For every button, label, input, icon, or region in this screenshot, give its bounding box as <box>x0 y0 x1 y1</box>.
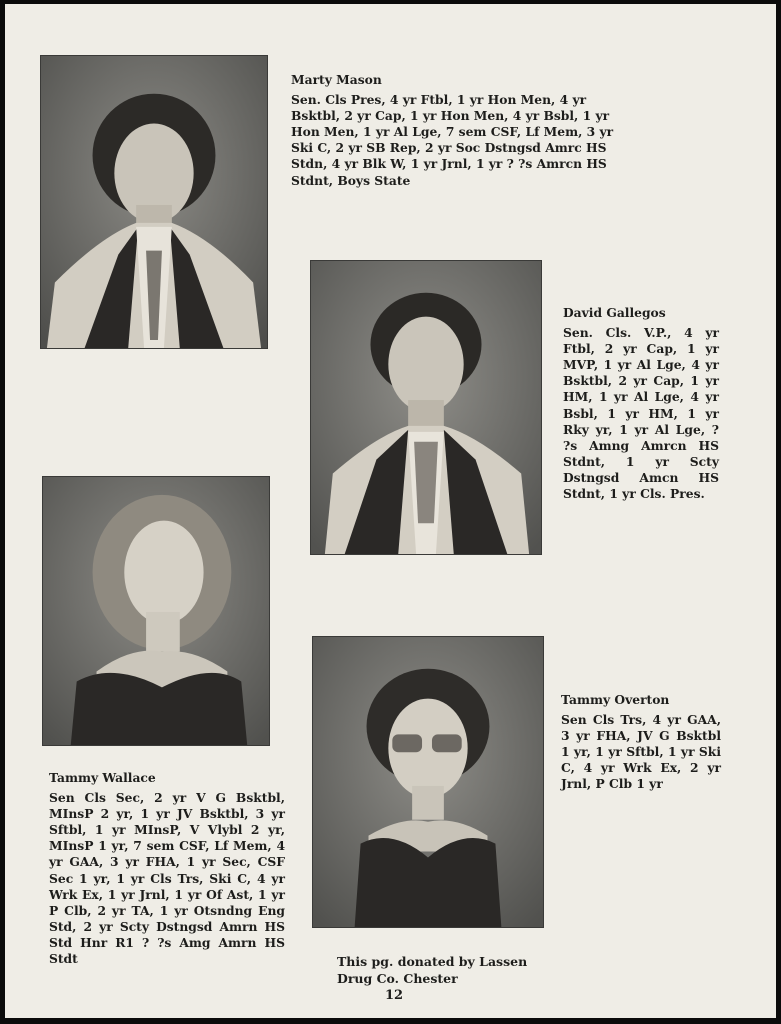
activity-line: Jrnl, P Clb 1 yr <box>561 776 663 792</box>
activity-line: HM, 1 yr Al Lge, 4 yr <box>563 389 719 405</box>
activity-line: Dstngsd Amcn HS <box>563 469 719 485</box>
portrait-tammy-wallace <box>42 476 270 746</box>
caption-tammy-wallace <box>49 770 285 967</box>
activity-line: MVP, 1 yr Al Lge, 4 yr <box>563 357 719 373</box>
activity-line: Sen Cls Sec, 2 yr V G Bsktbl, <box>49 790 285 806</box>
portrait-marty-mason <box>40 55 268 349</box>
activity-line: Sftbl, 1 yr MInsP, V Vlybl 2 yr, <box>49 822 285 838</box>
activity-line: Bsbl, 1 yr HM, 1 yr <box>563 405 719 421</box>
activity-line: Wrk Ex, 1 yr Jrnl, 1 yr Of Ast, 1 yr <box>49 886 285 902</box>
student-name: Marty Mason <box>291 72 382 87</box>
donation-line: Drug Co. Chester <box>337 970 458 986</box>
activity-line: Sen. Cls. V.P., 4 yr <box>563 325 719 341</box>
activity-line: yr GAA, 3 yr FHA, 1 yr Sec, CSF <box>49 854 285 870</box>
activity-line: Hon Men, 1 yr Al Lge, 7 sem CSF, Lf Mem, 3 yr <box>291 124 614 140</box>
activity-line: Bsktbl, 2 yr Cap, 1 yr <box>563 373 719 389</box>
activity-line: Stdnt, 1 yr Scty <box>563 453 719 469</box>
activity-line: Sen. Cls Pres, 4 yr Ftbl, 1 yr Hon Men, 4 yr <box>291 92 587 108</box>
activity-line: 1 yr, 1 yr Sftbl, 1 yr Ski <box>561 744 721 760</box>
student-name: David Gallegos <box>563 305 666 320</box>
activity-line: MInsP 2 yr, 1 yr JV Bsktbl, 3 yr <box>49 806 285 822</box>
activity-line: ?s Amng Amrcn HS <box>563 437 719 453</box>
activity-line: Stdnt, 1 yr Cls. Pres. <box>563 486 705 502</box>
student-name: Tammy Wallace <box>49 770 156 785</box>
portrait-tammy-overton <box>312 636 544 928</box>
portrait-david-gallegos <box>310 260 542 555</box>
activity-line: MInsP 1 yr, 7 sem CSF, Lf Mem, 4 <box>49 838 285 854</box>
activity-line: Stdt <box>49 951 78 967</box>
activity-line: Rky yr, 1 yr Al Lge, ? <box>563 421 719 437</box>
activity-line: P Clb, 2 yr TA, 1 yr Otsndng Eng <box>49 902 285 918</box>
caption-marty-mason <box>291 72 613 189</box>
activity-line: Stdnt, Boys State <box>291 172 411 188</box>
activity-line: C, 4 yr Wrk Ex, 2 yr <box>561 760 721 776</box>
activity-line: 3 yr FHA, JV G Bsktbl <box>561 728 721 744</box>
activity-line: Std Hnr R1 ? ?s Amg Amrn HS <box>49 934 285 950</box>
activity-line: Ski C, 2 yr SB Rep, 2 yr Soc Dstngsd Amrc HS <box>291 140 607 156</box>
activity-line: Sec 1 yr, 1 yr Cls Trs, Ski C, 4 yr <box>49 870 285 886</box>
student-name: Tammy Overton <box>561 692 670 707</box>
donation-line: This pg. donated by Lassen <box>337 954 528 969</box>
yearbook-page <box>5 4 776 1018</box>
page-number: 12 <box>385 988 404 1003</box>
donation-note <box>337 954 527 987</box>
activity-line: Sen Cls Trs, 4 yr GAA, <box>561 712 721 728</box>
activity-line: Std, 2 yr Scty Dstngsd Amrn HS <box>49 918 285 934</box>
caption-david-gallegos <box>563 305 719 502</box>
activity-line: Ftbl, 2 yr Cap, 1 yr <box>563 341 719 357</box>
activity-line: Bsktbl, 2 yr Cap, 1 yr Hon Men, 4 yr Bsbl, 1 yr <box>291 108 610 124</box>
caption-tammy-overton <box>561 692 721 793</box>
activity-line: Stdn, 4 yr Blk W, 1 yr Jrnl, 1 yr ? ?s Amrcn HS <box>291 156 607 172</box>
